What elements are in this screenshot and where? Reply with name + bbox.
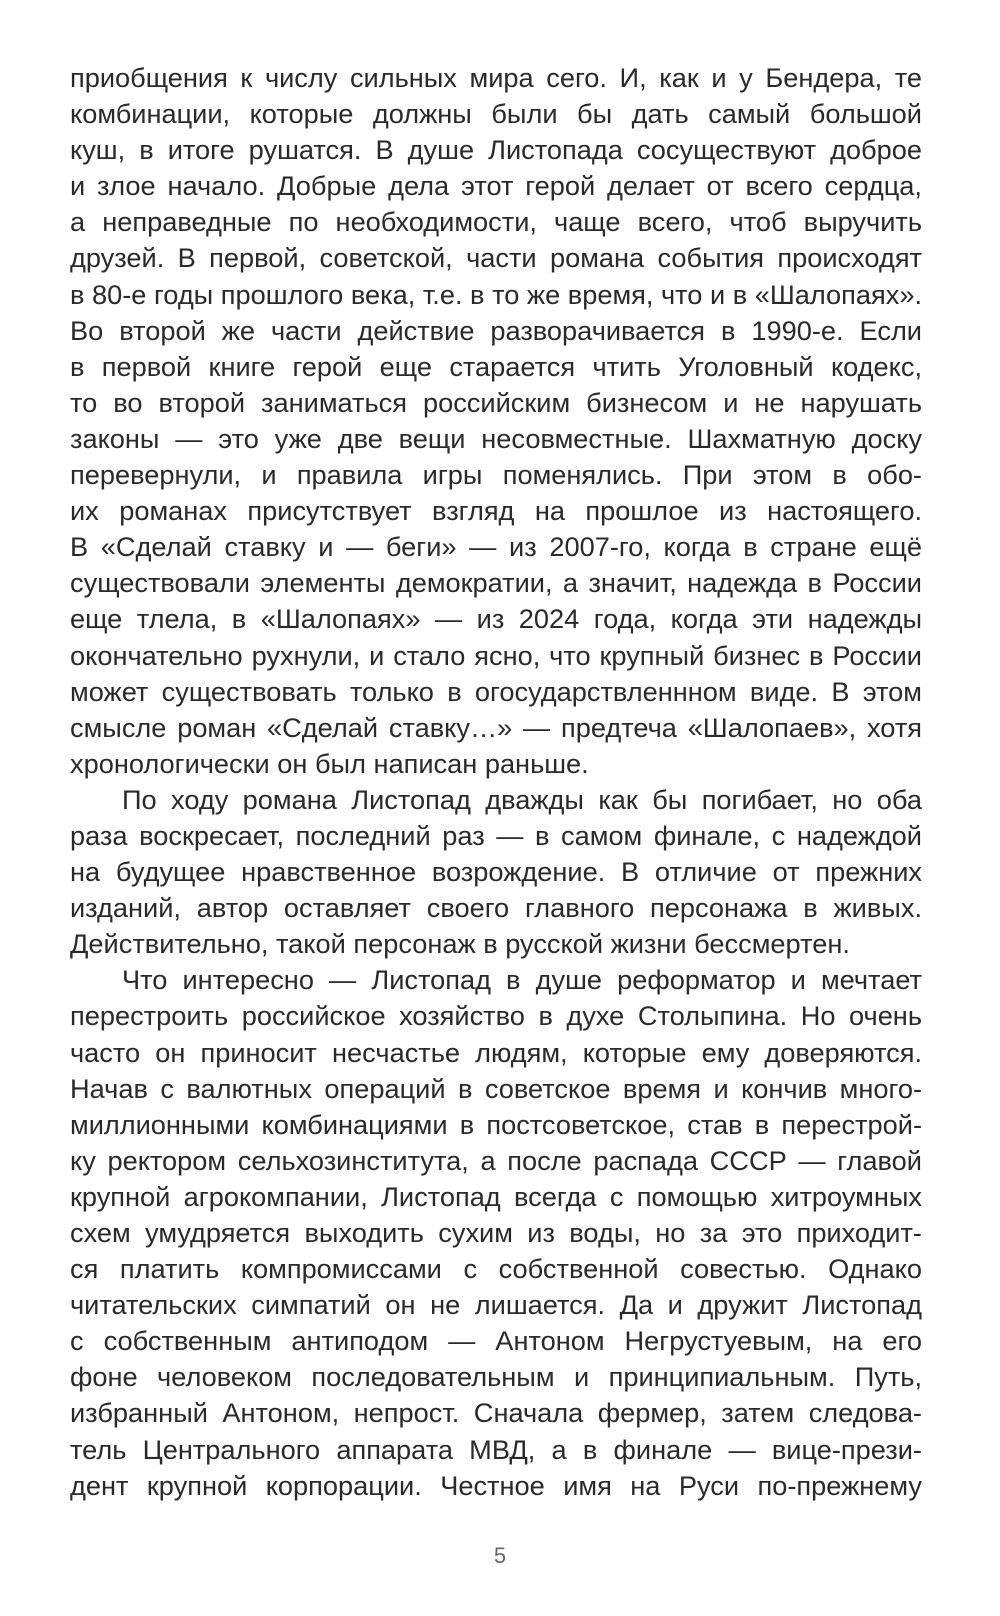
text-line: крупной агрокомпании, Листопад всегда с помощью хитроумных [70, 1180, 922, 1212]
text-line: приобщения к числу сильных мира сего. И, как и у Бендера, те [70, 62, 922, 93]
text-line: куш, в итоге рушатся. В душе Листопада сосуществуют доброе [70, 134, 922, 166]
text-line: Начав с валютных операций в советское время и кончив много- [70, 1072, 922, 1104]
text-line: фоне человеком последовательным и принципиальным. Путь, [70, 1361, 922, 1393]
page-body [70, 60, 922, 1504]
text-line: с собственным антиподом — Антоном Негрустуевым, на его [70, 1325, 922, 1357]
paragraph-2 [70, 782, 922, 962]
text-line: то во второй заниматься российским бизнесом и не нарушать [70, 386, 922, 418]
text-line: существовали элементы демократии, а значит, надежда в России [70, 567, 922, 599]
text-line: изданий, автор оставляет своего главного персонажа в живых. [70, 892, 922, 924]
text-line: друзей. В первой, советской, части романа события происходят [70, 242, 922, 274]
text-line: а неправедные по необходимости, чаще всего, чтоб выручить [70, 206, 922, 238]
text-line: По ходу романа Листопад дважды как бы погибает, но оба [122, 783, 922, 815]
text-line: еще тлела, в «Шалопаях» — из 2024 года, когда эти надежды [70, 603, 922, 635]
text-line: в первой книге герой еще старается чтить Уголовный кодекс, [70, 350, 922, 382]
paragraph-3 [70, 962, 922, 1503]
text-line: тель Центрального аппарата МВД, а в финале — вице-прези- [70, 1433, 922, 1465]
text-line: законы — это уже две вещи несовместные. Шахматную доску [70, 422, 922, 454]
text-line: в 80-е годы прошлого века, т.е. в то же время, что и в «Шалопаях». [70, 278, 922, 310]
text-line: читательских симпатий он не лишается. Да и дружит Листопад [70, 1289, 922, 1321]
text-line: схем умудряется выходить сухим из воды, но за это приходит- [70, 1217, 922, 1248]
text-line: перестроить российское хозяйство в духе Столыпина. Но очень [70, 1000, 922, 1032]
text-line: комбинации, которые должны были бы дать самый большой [70, 98, 922, 130]
text-line: раза воскресает, последний раз — в самом финале, с надеждой [70, 819, 922, 851]
paragraph-1 [70, 60, 922, 782]
page-number: 5 [493, 1543, 507, 1568]
text-line: часто он приносит несчастье людям, которые ему доверяются. [70, 1036, 922, 1068]
text-line: Действительно, такой персонаж в русской жизни бессмертен. [70, 928, 850, 960]
text-line: их романах присутствует взгляд на прошлое из настоящего. [70, 495, 922, 527]
text-line: ся платить компромиссами с собственной совестью. Однако [70, 1253, 922, 1285]
text-line: окончательно рухнули, и стало ясно, что крупный бизнес в России [70, 639, 922, 671]
text-line: дент крупной корпорации. Честное имя на Руси по-прежнему [70, 1469, 922, 1501]
text-line: миллионными комбинациями в постсоветское, став в перестрой- [70, 1108, 922, 1140]
text-line: ку ректором сельхозинститута, а после распада СССР — главой [70, 1144, 922, 1176]
text-line: В «Сделай ставку и — беги» — из 2007-го, когда в стране ещё [70, 531, 922, 563]
text-line: Во второй же части действие разворачивается в 1990-е. Если [70, 314, 922, 346]
text-line: на будущее нравственное возрождение. В отличие от прежних [70, 856, 922, 888]
text-line: смысле роман «Сделай ставку…» — предтеча «Шалопаев», хотя [70, 711, 922, 743]
text-line: и злое начало. Добрые дела этот герой делает от всего сердца, [70, 170, 922, 202]
text-line: Что интересно — Листопад в душе реформатор и мечтает [122, 964, 922, 996]
text-line: может существовать только в огосударствленнном виде. В этом [70, 675, 922, 707]
text-line: перевернули, и правила игры поменялись. При этом в обо- [70, 459, 922, 491]
text-line: хронологически он был написан раньше. [70, 747, 589, 779]
text-line: избранный Антоном, непрост. Сначала фермер, затем следова- [70, 1397, 922, 1429]
